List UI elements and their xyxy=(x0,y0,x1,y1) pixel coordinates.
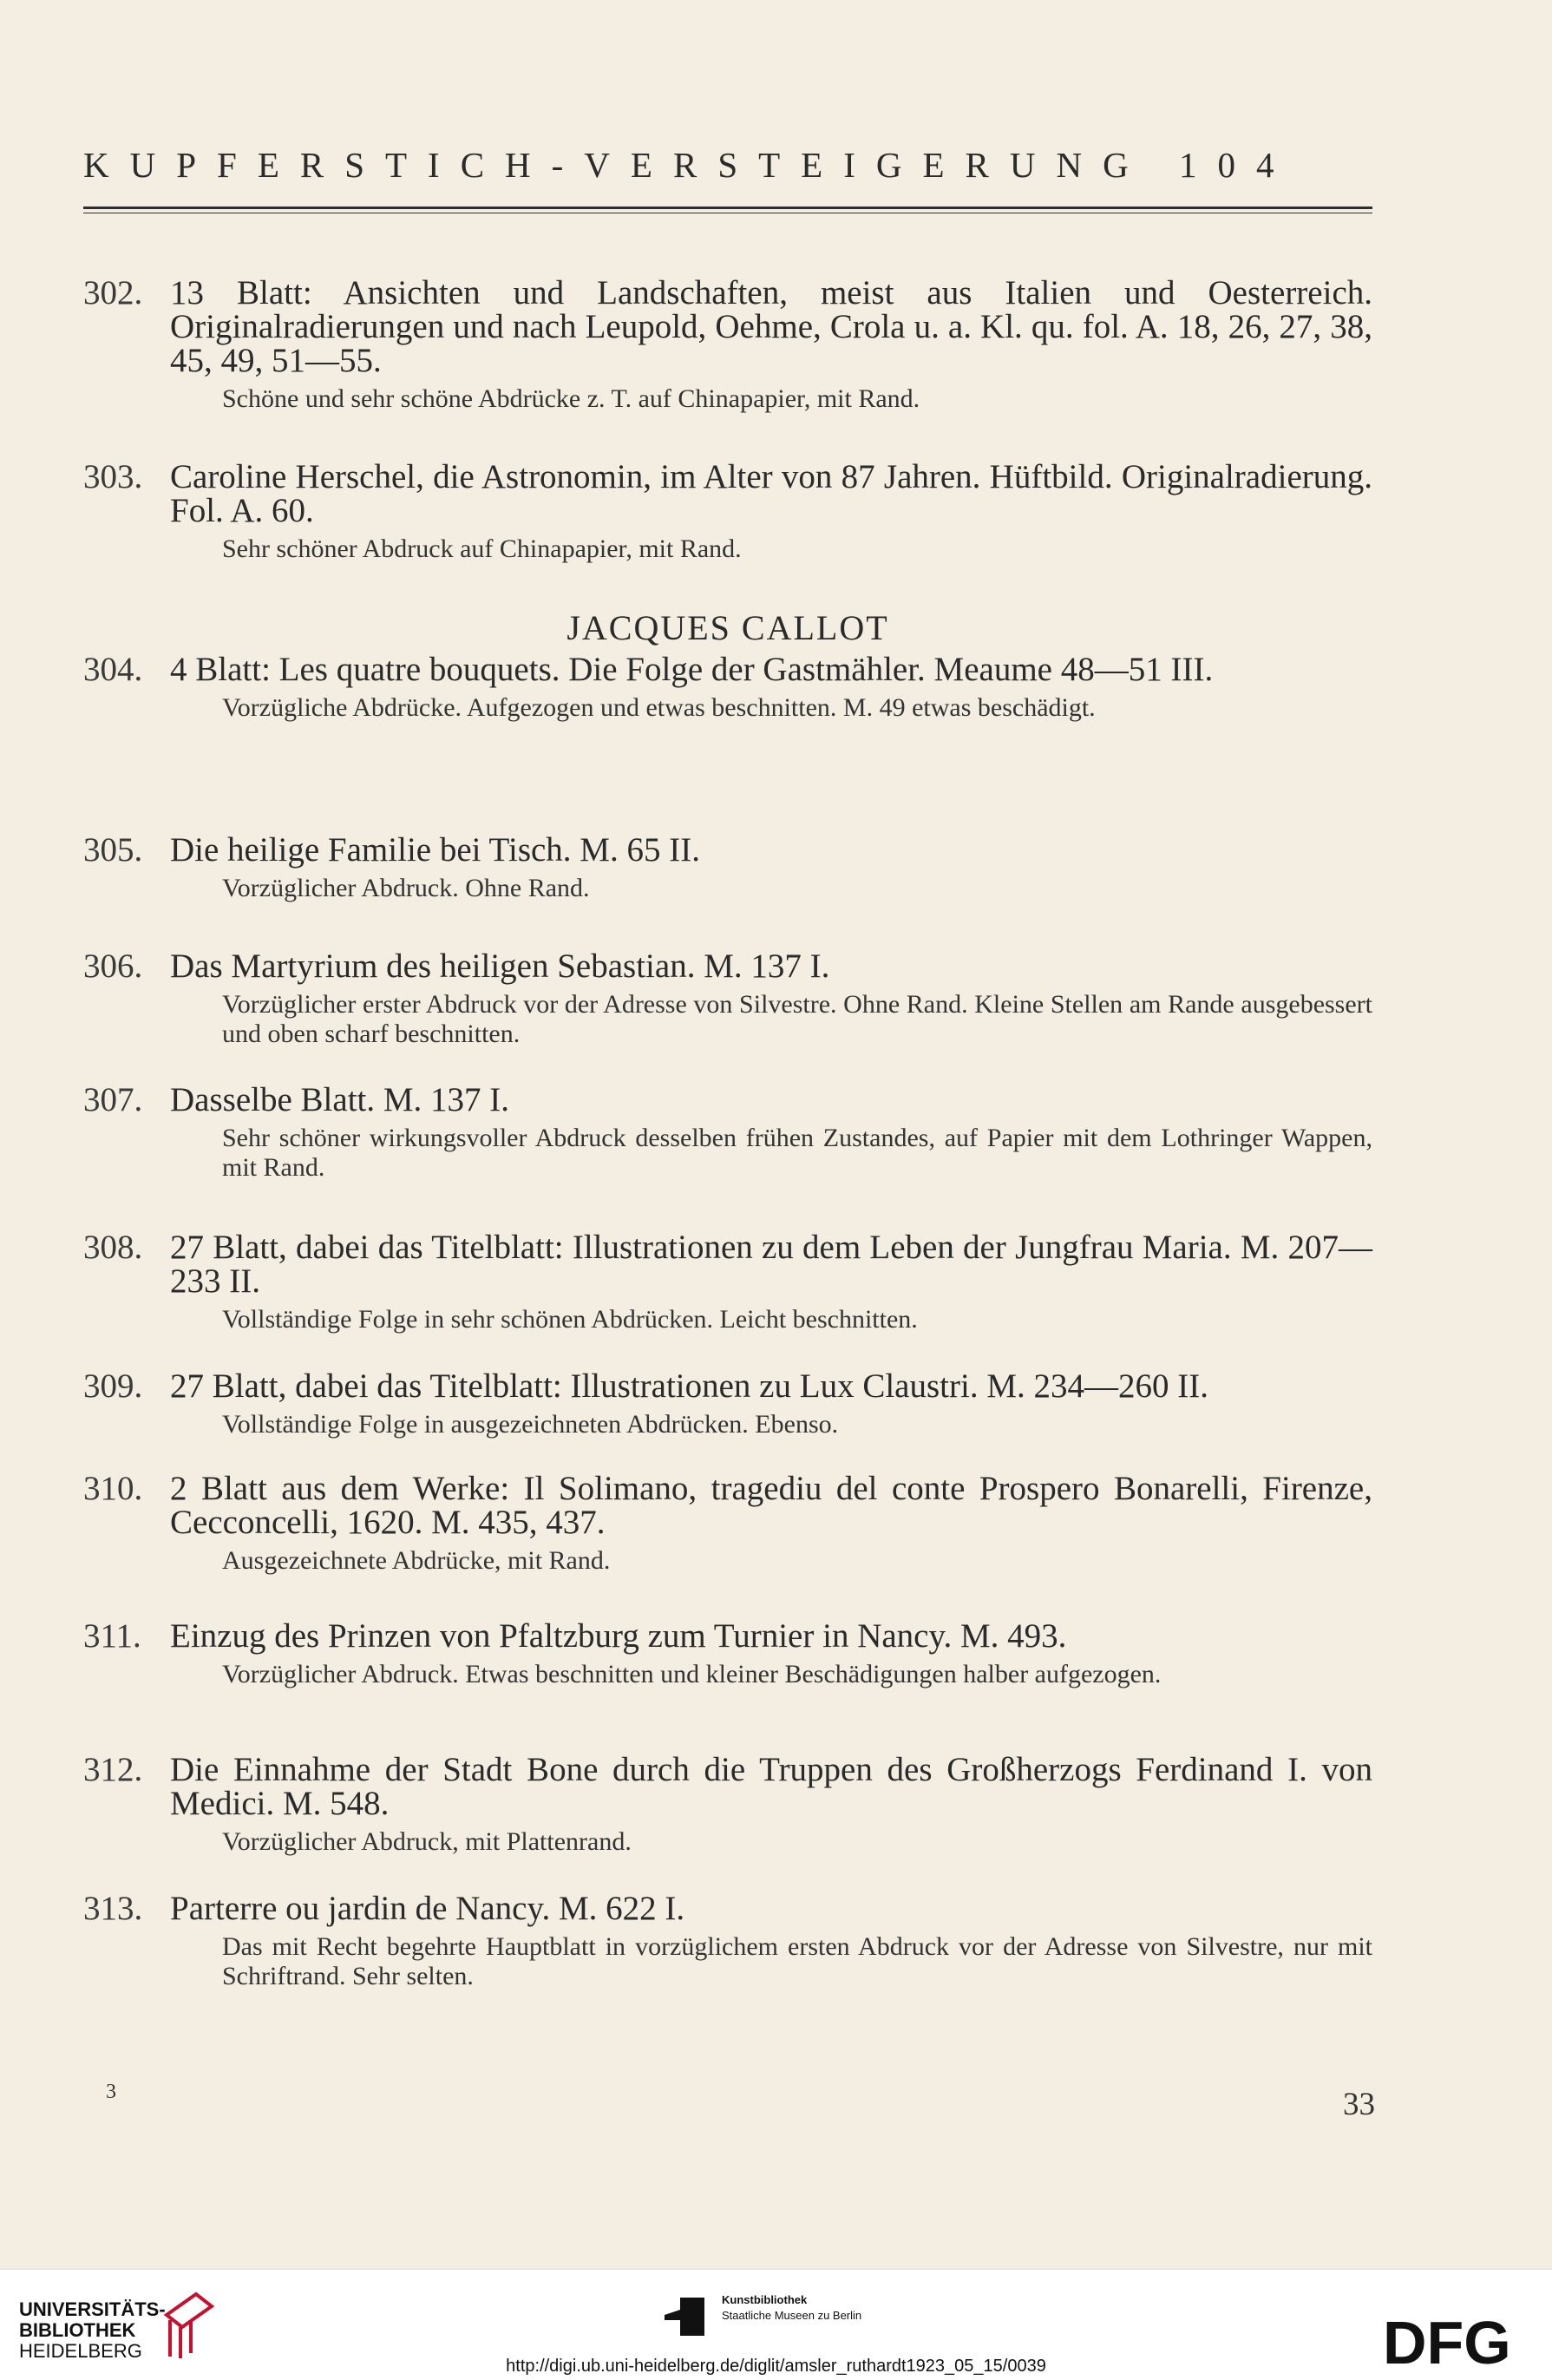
lot-description: Dasselbe Blatt. M. 137 I. xyxy=(170,1081,510,1118)
lot-number: 306. xyxy=(83,947,143,985)
lot-condition-note: Vorzüglicher erster Abdruck vor der Adresse von Silvestre. Ohne Rand. Kleine Stellen am Rande ausgebessert und oben scharf beschnitten. xyxy=(222,990,1372,1048)
kunstbibliothek-logo-icon[interactable] xyxy=(661,2289,710,2341)
lot-condition-note: Ausgezeichnete Abdrücke, mit Rand. xyxy=(222,1546,611,1575)
lot-number: 312. xyxy=(83,1751,143,1788)
lot-entry-304 xyxy=(83,652,1372,723)
kunstbibliothek-wordmark[interactable] xyxy=(722,2292,861,2324)
lot-condition-note: Vorzüglicher Abdruck. Etwas beschnitten und kleiner Beschädigungen halber aufgezogen. xyxy=(222,1660,1162,1688)
lot-number: 305. xyxy=(83,831,143,869)
lot-number: 308. xyxy=(83,1229,143,1266)
artist-heading: JACQUES CALLOT xyxy=(566,608,889,647)
lot-entry-310 xyxy=(83,1472,1372,1576)
lot-entry-303 xyxy=(83,460,1372,564)
lot-description: 4 Blatt: Les quatre bouquets. Die Folge der Gastmähler. Meaume 48—51 III. xyxy=(170,651,1214,688)
header-rule-thick xyxy=(83,207,1372,209)
lot-number: 311. xyxy=(83,1617,141,1655)
lot-description: Einzug des Prinzen von Pfaltzburg zum Turnier in Nancy. M. 493. xyxy=(170,1617,1067,1655)
lot-entry-311 xyxy=(83,1619,1372,1689)
lot-number: 310. xyxy=(83,1470,143,1507)
lot-number: 304. xyxy=(83,651,143,688)
lot-description: 27 Blatt, dabei das Titelblatt: Illustrationen zu dem Leben der Jungfrau Maria. M. 207—233 II. xyxy=(170,1229,1372,1300)
lot-description: 13 Blatt: Ansichten und Landschaften, meist aus Italien und Oesterreich. Originalradierungen und nach Leupold, Oehme, Crola u. a. Kl. qu. fol. A. 18, 26, 27, 38, 45, 49, 51—55. xyxy=(170,274,1372,379)
ub-line-1: UNIVERSITÄTS- xyxy=(19,2298,166,2320)
lot-condition-note: Das mit Recht begehrte Hauptblatt in vorzüglichem ersten Abdruck vor der Adresse von Silvestre, nur mit Schriftrand. Sehr selten. xyxy=(222,1932,1372,1990)
lot-description: Parterre ou jardin de Nancy. M. 622 I. xyxy=(170,1890,685,1927)
lot-condition-note: Vorzüglicher Abdruck. Ohne Rand. xyxy=(222,874,590,902)
page-number: 33 xyxy=(1343,2087,1375,2122)
dfg-label: DFG xyxy=(1383,2313,1511,2370)
kb-line-2: Staatliche Museen zu Berlin xyxy=(722,2309,862,2322)
ub-heidelberg-logo-icon[interactable] xyxy=(161,2289,219,2362)
lot-description: Die Einnahme der Stadt Bone durch die Truppen des Großherzogs Ferdinand I. von Medici. M. 548. xyxy=(170,1751,1372,1822)
lot-description: Die heilige Familie bei Tisch. M. 65 II. xyxy=(170,831,700,869)
lot-number: 302. xyxy=(83,274,143,311)
lot-condition-note: Vollständige Folge in sehr schönen Abdrücken. Leicht beschnitten. xyxy=(222,1305,918,1334)
lot-condition-note: Vorzüglicher Abdruck, mit Plattenrand. xyxy=(222,1827,632,1856)
kb-line-1: Kunstbibliothek xyxy=(722,2293,808,2306)
lot-entry-307 xyxy=(83,1083,1372,1183)
lot-entry-313 xyxy=(83,1892,1372,1991)
digitization-footer xyxy=(0,2269,1552,2380)
lot-condition-note: Vollständige Folge in ausgezeichneten Abdrücken. Ebenso. xyxy=(222,1410,839,1439)
lot-description: Das Martyrium des heiligen Sebastian. M. 137 I. xyxy=(170,947,830,985)
lot-number: 303. xyxy=(83,458,143,495)
lot-number: 313. xyxy=(83,1890,143,1927)
lot-number: 307. xyxy=(83,1081,143,1118)
lot-entry-306 xyxy=(83,949,1372,1049)
ub-heidelberg-wordmark[interactable] xyxy=(19,2299,166,2362)
lot-condition-note: Sehr schöner Abdruck auf Chinapapier, mit Rand. xyxy=(222,534,742,563)
lot-number: 309. xyxy=(83,1367,143,1405)
ub-line-2: BIBLIOTHEK xyxy=(19,2319,136,2341)
lot-entry-309 xyxy=(83,1369,1372,1439)
ub-line-3: HEIDELBERG xyxy=(19,2340,142,2362)
lot-entry-305 xyxy=(83,833,1372,903)
lot-condition-note: Schöne und sehr schöne Abdrücke z. T. auf Chinapapier, mit Rand. xyxy=(222,384,920,413)
signature-mark: 3 xyxy=(106,2081,116,2103)
lot-entry-302 xyxy=(83,276,1372,414)
permalink-url[interactable]: http://digi.ub.uni-heidelberg.de/diglit/amsler_ruthardt1923_05_15/0039 xyxy=(506,2357,1046,2376)
lot-description: Caroline Herschel, die Astronomin, im Alter von 87 Jahren. Hüftbild. Originalradierung. Fol. A. 60. xyxy=(170,458,1372,529)
lot-condition-note: Vorzügliche Abdrücke. Aufgezogen und etwas beschnitten. M. 49 etwas beschädigt. xyxy=(222,693,1096,722)
lot-entry-308 xyxy=(83,1230,1372,1334)
lot-description: 27 Blatt, dabei das Titelblatt: Illustrationen zu Lux Claustri. M. 234—260 II. xyxy=(170,1367,1208,1405)
lot-description: 2 Blatt aus dem Werke: Il Solimano, tragediu del conte Prospero Bonarelli, Firenze, Cecconcelli, 1620. M. 435, 437. xyxy=(170,1470,1372,1541)
running-header: KUPFERSTICH-VERSTEIGERUNG 104 xyxy=(83,145,1295,185)
lot-condition-note: Sehr schöner wirkungsvoller Abdruck desselben frühen Zustandes, auf Papier mit dem Lothringer Wappen, mit Rand. xyxy=(222,1124,1372,1182)
lot-entry-312 xyxy=(83,1753,1372,1857)
